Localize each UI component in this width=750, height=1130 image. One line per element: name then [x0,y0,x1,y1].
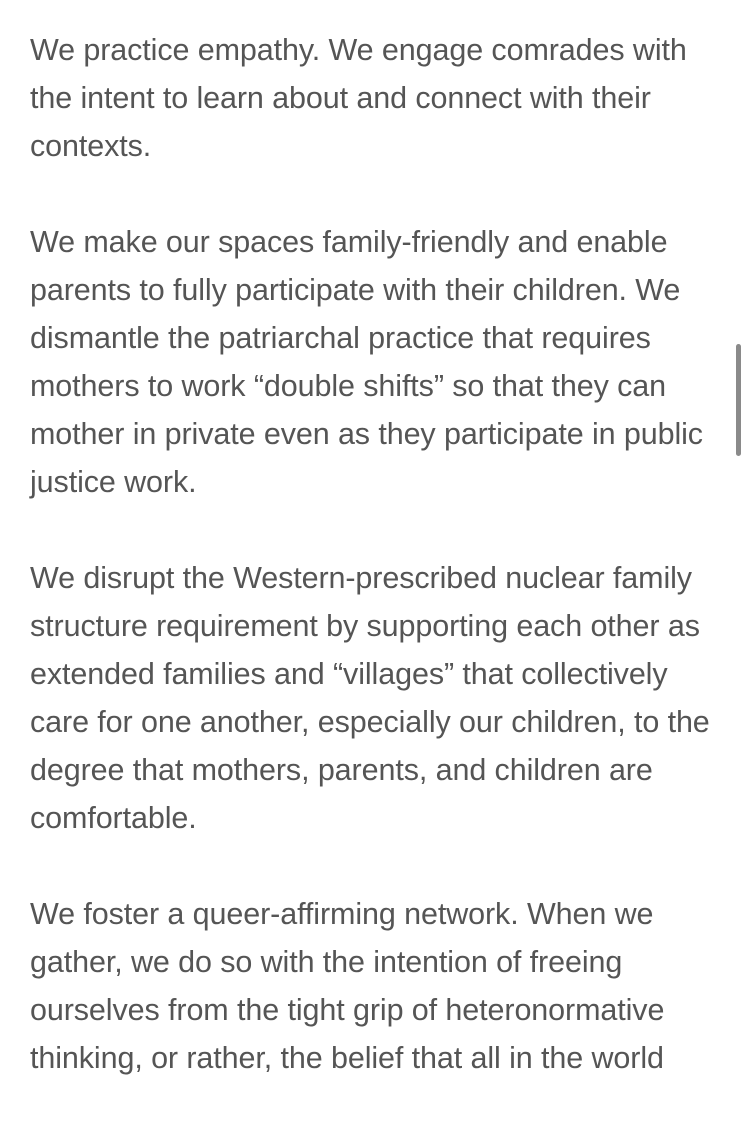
scrollbar-thumb[interactable] [736,344,741,456]
paragraph-queer-affirming: We foster a queer-affirming network. When we gather, we do so with the intention of freeing ourselves from the tight grip of heteronormative thinking, or rather, the belief that all in the world [30,897,665,1075]
article-body [30,26,730,1130]
paragraph-family-friendly: We make our spaces family-friendly and enable parents to fully participate with their children. We dismantle the patriarchal practice that requires mothers to work “double shifts” so that they can mother in private even as they participate in public justice work. [30,225,703,499]
paragraph-extended-families: We disrupt the Western-prescribed nuclear family structure requirement by supporting each other as extended families and “villages” that collectively care for one another, especially our children, to the degree that mothers, parents, and children are comfortable. [30,561,710,835]
paragraph-empathy: We practice empathy. We engage comrades with the intent to learn about and connect with their contexts. [30,33,687,163]
